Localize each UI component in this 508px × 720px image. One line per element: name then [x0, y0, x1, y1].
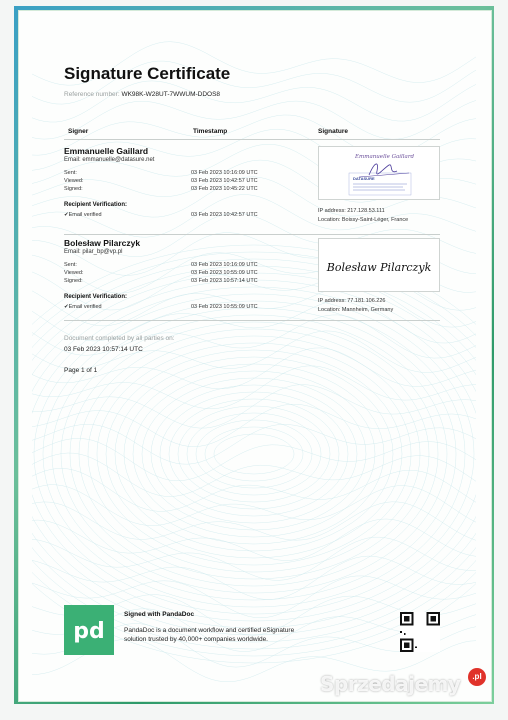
- reference-number: [64, 91, 220, 98]
- sent-label: Sent:: [64, 262, 77, 268]
- verified-timestamp: 03 Feb 2023 10:55:09 UTC: [191, 304, 258, 310]
- sent-timestamp: 03 Feb 2023 10:16:09 UTC: [191, 170, 258, 176]
- signed-label: Signed:: [64, 278, 83, 284]
- certificate-page: [32, 24, 476, 690]
- email-verified: ✔Email verified: [64, 212, 102, 218]
- ip-address: IP address: 217.128.53.111: [318, 208, 385, 214]
- pandadoc-title: Signed with PandaDoc: [124, 611, 195, 618]
- signed-label: Signed:: [64, 186, 83, 192]
- qr-code-icon: [400, 612, 440, 652]
- signer-email: Email: pilar_bp@vp.pl: [64, 249, 123, 255]
- row-divider: [64, 234, 440, 235]
- viewed-label: Viewed:: [64, 178, 84, 184]
- pandadoc-logo: [64, 605, 114, 655]
- signature-script: Emmanuelle Gaillard: [355, 154, 414, 160]
- signer-email: Email: emmanuelle@datasure.net: [64, 157, 155, 163]
- page-number: Page 1 of 1: [64, 367, 98, 374]
- pandadoc-description: PandaDoc is a document workflow and certified eSignature solution trusted by 40,000+ companies worldwide.: [124, 627, 295, 643]
- header-divider: [64, 139, 440, 140]
- stamp-text: DATASURE: [353, 176, 375, 181]
- recipient-verification-label: Recipient Verification:: [64, 202, 128, 208]
- signed-timestamp: 03 Feb 2023 10:45:22 UTC: [191, 186, 258, 192]
- viewed-timestamp: 03 Feb 2023 10:42:57 UTC: [191, 178, 258, 184]
- column-header-signature: Signature: [318, 128, 348, 135]
- sent-timestamp: 03 Feb 2023 10:16:09 UTC: [191, 262, 258, 268]
- location: Location: Mannheim, Germany: [318, 307, 394, 313]
- reference-label: Reference number:: [64, 91, 120, 98]
- column-header-timestamp: Timestamp: [193, 128, 228, 135]
- watermark-badge: .pl: [468, 668, 486, 686]
- signer-row: [64, 236, 440, 320]
- signature-image: [318, 238, 440, 292]
- email-verified: ✔Email verified: [64, 304, 102, 310]
- location: Location: Boissy-Saint-Léger, France: [318, 217, 409, 223]
- signature-image: [318, 146, 440, 200]
- page-title: Signature Certificate: [64, 64, 231, 83]
- signer-name: Bolesław Pilarczyk: [64, 238, 141, 248]
- recipient-verification-label: Recipient Verification:: [64, 294, 128, 300]
- signature-script: Bolesław Pilarczyk: [326, 261, 432, 274]
- column-header-signer: Signer: [68, 128, 89, 135]
- verified-timestamp: 03 Feb 2023 10:42:57 UTC: [191, 212, 258, 218]
- pandadoc-logo-icon: [64, 605, 114, 655]
- completed-date: 03 Feb 2023 10:57:14 UTC: [64, 346, 143, 353]
- signer-row: [64, 144, 440, 228]
- svg-text:pd: pd: [73, 619, 105, 644]
- viewed-label: Viewed:: [64, 270, 84, 276]
- sent-label: Sent:: [64, 170, 77, 176]
- reference-value: WK98K-W28UT-7WWUM-DDOS8: [121, 91, 221, 98]
- signed-timestamp: 03 Feb 2023 10:57:14 UTC: [191, 278, 258, 284]
- viewed-timestamp: 03 Feb 2023 10:55:09 UTC: [191, 270, 258, 276]
- watermark-text: Sprzedajemy: [320, 672, 461, 696]
- completed-label: Document completed by all parties on:: [64, 335, 175, 342]
- row-divider: [64, 320, 440, 321]
- ip-address: IP address: 77.181.106.226: [318, 298, 386, 304]
- signer-name: Emmanuelle Gaillard: [64, 146, 149, 156]
